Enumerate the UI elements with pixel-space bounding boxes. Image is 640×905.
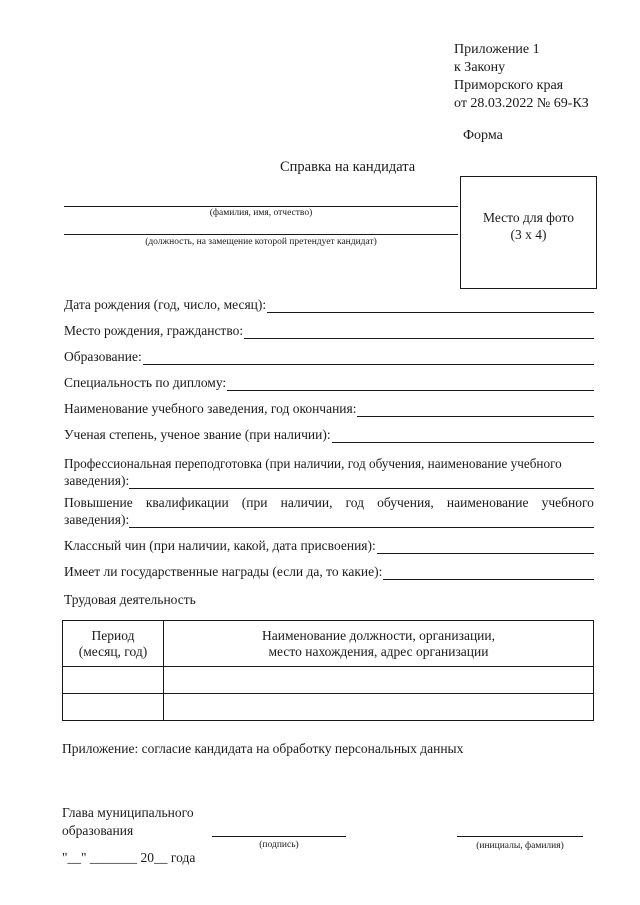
- photo-size: (3 х 4): [510, 227, 547, 242]
- signature-line[interactable]: [212, 836, 346, 837]
- field-education: [64, 348, 594, 365]
- qualification-word: год: [345, 495, 365, 510]
- field-birth-date: [64, 296, 594, 313]
- qualification-word: (при: [241, 495, 268, 510]
- qualification-word: Повышение: [64, 495, 133, 510]
- table-header-row: [63, 621, 594, 667]
- qualification-label-cont: заведения):: [64, 512, 130, 527]
- qualification-word: обучения,: [377, 495, 434, 510]
- education-label: Образование:: [64, 349, 142, 364]
- initials-line[interactable]: [457, 836, 583, 837]
- specialty-label: Специальность по диплому:: [64, 375, 227, 390]
- appendix-line-3: Приморского края: [454, 78, 564, 93]
- date-line[interactable]: "__" _______ 20__ года: [62, 850, 196, 865]
- name-caption: (фамилия, имя, отчество): [209, 208, 313, 218]
- name-line[interactable]: [64, 206, 458, 207]
- class-rank-label: Классный чин (при наличии, какой, дата присвоения):: [64, 538, 376, 553]
- awards-label: Имеет ли государственные награды (если да, то какие):: [64, 564, 383, 579]
- qualification-label: [64, 494, 594, 511]
- head-title-line1: Главa муниципального: [62, 805, 194, 820]
- period-header-line2: (месяц, год): [78, 643, 148, 659]
- degree-label: Ученая степень, ученое звание (при наличии):: [64, 427, 331, 442]
- appendix-line-2: к Закону: [454, 60, 506, 75]
- signature-caption: (подпись): [259, 840, 299, 850]
- retraining-label-cont: заведения):: [64, 473, 130, 488]
- qualification-word: квалификации: [145, 495, 229, 510]
- period-cell[interactable]: [63, 694, 164, 721]
- attachment-note: Приложение: согласие кандидата на обработку персональных данных: [62, 741, 464, 756]
- specialty-input[interactable]: [227, 378, 594, 391]
- photo-placeholder: [460, 176, 597, 289]
- position-cell[interactable]: [164, 667, 594, 694]
- field-qualification: [64, 494, 594, 528]
- institution-input[interactable]: [357, 404, 594, 417]
- awards-input[interactable]: [383, 567, 594, 580]
- field-class-rank: [64, 537, 594, 554]
- birth-place-input[interactable]: [244, 326, 594, 339]
- position-header-line1: Наименование должности, организации,: [261, 627, 495, 643]
- document-title: Справка на кандидата: [280, 159, 416, 175]
- birth-date-label: Дата рождения (год, число, месяц):: [64, 297, 267, 312]
- table-row: [63, 694, 594, 721]
- position-line[interactable]: [64, 234, 458, 235]
- field-degree: [64, 426, 594, 443]
- qualification-input[interactable]: [129, 515, 594, 528]
- retraining-label: Профессиональная переподготовка (при наличии, год обучения, наименование учебного: [64, 456, 562, 471]
- appendix-line-1: Приложение 1: [454, 42, 540, 57]
- field-birth-place: [64, 322, 594, 339]
- field-institution: [64, 400, 594, 417]
- birth-place-label: Место рождения, гражданство:: [64, 323, 244, 338]
- retraining-input[interactable]: [129, 476, 594, 489]
- education-input[interactable]: [143, 352, 594, 365]
- appendix-reference: [454, 41, 624, 113]
- position-header: [164, 621, 594, 667]
- field-awards: [64, 563, 594, 580]
- work-heading: Трудовая деятельность: [64, 592, 196, 607]
- head-title: [62, 804, 194, 840]
- field-specialty: [64, 374, 594, 391]
- qualification-word: учебного: [541, 495, 594, 510]
- field-retraining: [64, 455, 594, 489]
- class-rank-input[interactable]: [377, 541, 594, 554]
- period-header: [63, 621, 164, 667]
- position-caption: (должность, на замещение которой претендует кандидат): [145, 237, 377, 247]
- qualification-word: наличии,: [280, 495, 333, 510]
- position-cell[interactable]: [164, 694, 594, 721]
- qualification-word: наименование: [446, 495, 529, 510]
- period-cell[interactable]: [63, 667, 164, 694]
- work-history-table: [62, 620, 594, 721]
- birth-date-input[interactable]: [267, 300, 594, 313]
- table-row: [63, 667, 594, 694]
- period-header-line1: Период: [91, 627, 135, 643]
- photo-label: Место для фото: [483, 210, 574, 225]
- degree-input[interactable]: [332, 430, 594, 443]
- appendix-line-4: от 28.03.2022 № 69-КЗ: [454, 96, 589, 111]
- form-label: Форма: [463, 128, 503, 143]
- head-title-line2: образования: [62, 823, 134, 838]
- position-header-line2: место нахождения, адрес организации: [268, 643, 489, 659]
- initials-caption: (инициалы, фамилия): [476, 841, 564, 851]
- institution-label: Наименование учебного заведения, год окончания:: [64, 401, 357, 416]
